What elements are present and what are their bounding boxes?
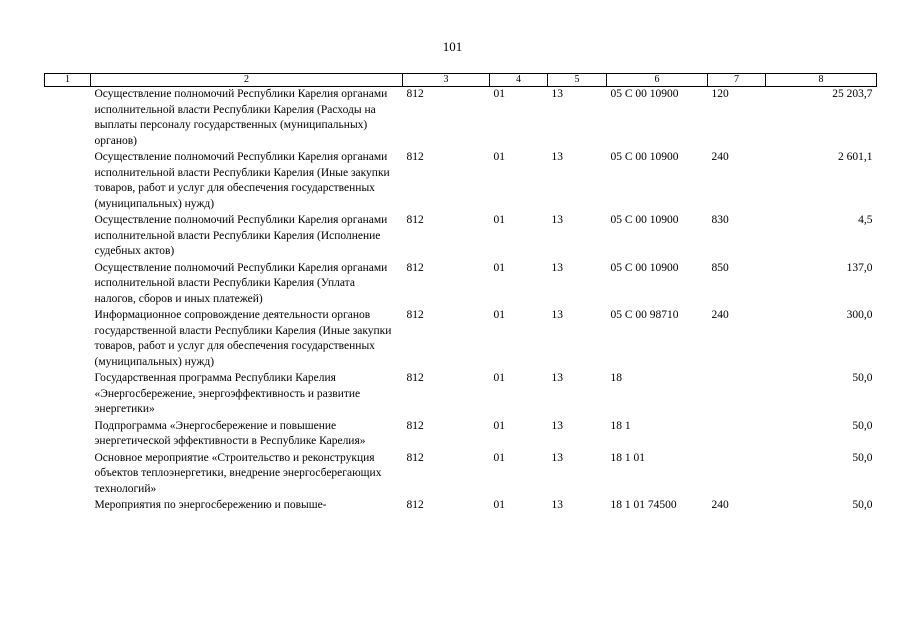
ministry-code: 812 bbox=[406, 88, 424, 100]
row-number-cell bbox=[45, 213, 91, 261]
expense-type-code bbox=[708, 371, 766, 419]
column-header-6: 6 bbox=[607, 74, 708, 87]
target-article-code: 05 С 00 98710 bbox=[610, 309, 679, 321]
table-row bbox=[45, 261, 877, 309]
table-row bbox=[45, 150, 877, 213]
row-number-cell bbox=[45, 87, 91, 151]
row-number-cell bbox=[45, 451, 91, 499]
expense-name: Осуществление полномочий Республики Карелия органами исполнительной власти Республики Карелия (Уплата налогов, сборов и иных платежей) bbox=[94, 261, 388, 305]
section-code: 01 bbox=[493, 261, 505, 274]
column-header-1: 1 bbox=[45, 74, 91, 87]
amount: 50,0 bbox=[852, 451, 873, 464]
ministry-code: 812 bbox=[406, 451, 424, 464]
amount: 50,0 bbox=[852, 499, 873, 511]
ministry-code: 812 bbox=[406, 419, 424, 432]
target-article-code: 18 1 bbox=[610, 419, 631, 432]
table-row bbox=[45, 498, 877, 515]
amount: 4,5 bbox=[858, 214, 873, 226]
table-row bbox=[45, 308, 877, 371]
column-header-5: 5 bbox=[548, 74, 607, 87]
amount: 25 203,7 bbox=[832, 88, 873, 100]
subsection-code: 13 bbox=[551, 151, 563, 163]
expense-type-code: 120 bbox=[711, 88, 729, 100]
column-header-3: 3 bbox=[403, 74, 490, 87]
table-row bbox=[45, 419, 877, 451]
ministry-code: 812 bbox=[406, 499, 424, 511]
table-row bbox=[45, 213, 877, 261]
section-code: 01 bbox=[493, 151, 505, 163]
ministry-code: 812 bbox=[406, 151, 424, 163]
target-article-code: 18 1 01 bbox=[610, 451, 645, 464]
subsection-code: 13 bbox=[551, 309, 563, 321]
section-code: 01 bbox=[493, 88, 505, 100]
expense-name: Основное мероприятие «Строительство и реконструкция объектов теплоэнергетики, внедрение энергосберегающих технологий» bbox=[94, 451, 382, 495]
column-header-7: 7 bbox=[708, 74, 766, 87]
section-code: 01 bbox=[493, 372, 505, 384]
subsection-code: 13 bbox=[551, 419, 563, 432]
expense-name: Информационное сопровождение деятельности органов государственной власти Республики Карелия (Иные закупки товаров, работ и услуг для обеспечения государственных (муниципальных) нужд) bbox=[94, 309, 392, 368]
expense-name: Подпрограмма «Энергосбережение и повышение энергетической эффективности в Республике Карелия» bbox=[94, 419, 366, 447]
section-code: 01 bbox=[493, 451, 505, 464]
table-header-row bbox=[45, 74, 877, 87]
row-number-cell bbox=[45, 150, 91, 213]
table-row bbox=[45, 87, 877, 151]
amount: 50,0 bbox=[852, 419, 873, 432]
expense-type-code: 240 bbox=[711, 151, 729, 163]
table-row bbox=[45, 451, 877, 499]
expense-type-code: 850 bbox=[711, 261, 729, 274]
expense-name: Осуществление полномочий Республики Карелия органами исполнительной власти Республики Карелия (Расходы на выплаты персоналу государственных (муниципальных) органов) bbox=[94, 88, 388, 147]
section-code: 01 bbox=[493, 309, 505, 321]
amount: 300,0 bbox=[846, 309, 873, 321]
subsection-code: 13 bbox=[551, 214, 563, 226]
target-article-code: 18 1 01 74500 bbox=[610, 499, 677, 511]
row-number-cell bbox=[45, 498, 91, 515]
column-header-4: 4 bbox=[490, 74, 548, 87]
expense-type-code bbox=[708, 419, 766, 451]
amount: 50,0 bbox=[852, 372, 873, 384]
target-article-code: 05 С 00 10900 bbox=[610, 214, 679, 226]
section-code: 01 bbox=[493, 499, 505, 511]
ministry-code: 812 bbox=[406, 214, 424, 226]
target-article-code: 05 С 00 10900 bbox=[610, 88, 679, 100]
expense-name: Осуществление полномочий Республики Карелия органами исполнительной власти Республики Карелия (Иные закупки товаров, работ и услуг для обеспечения государственных (муниципальных) нужд) bbox=[94, 151, 390, 210]
row-number-cell bbox=[45, 308, 91, 371]
expense-type-code: 240 bbox=[711, 309, 729, 321]
subsection-code: 13 bbox=[551, 499, 563, 511]
expense-type-code bbox=[708, 451, 766, 499]
amount: 137,0 bbox=[846, 261, 873, 274]
expense-type-code: 240 bbox=[711, 499, 729, 511]
subsection-code: 13 bbox=[551, 372, 563, 384]
target-article-code: 05 С 00 10900 bbox=[610, 261, 679, 274]
budget-table bbox=[44, 73, 877, 515]
table-row bbox=[45, 371, 877, 419]
expense-name: Мероприятия по энергосбережению и повыше- bbox=[94, 499, 327, 511]
target-article-code: 18 bbox=[610, 372, 622, 384]
section-code: 01 bbox=[493, 419, 505, 432]
row-number-cell bbox=[45, 419, 91, 451]
row-number-cell bbox=[45, 371, 91, 419]
ministry-code: 812 bbox=[406, 309, 424, 321]
row-number-cell bbox=[45, 261, 91, 309]
column-header-8: 8 bbox=[766, 74, 877, 87]
expense-type-code: 830 bbox=[711, 214, 729, 226]
expense-name: Осуществление полномочий Республики Карелия органами исполнительной власти Республики Карелия (Исполнение судебных актов) bbox=[94, 214, 388, 257]
ministry-code: 812 bbox=[406, 372, 424, 384]
subsection-code: 13 bbox=[551, 261, 563, 274]
column-header-2: 2 bbox=[91, 74, 403, 87]
section-code: 01 bbox=[493, 214, 505, 226]
ministry-code: 812 bbox=[406, 261, 424, 274]
page-number: 101 bbox=[442, 39, 463, 54]
target-article-code: 05 С 00 10900 bbox=[610, 151, 679, 163]
subsection-code: 13 bbox=[551, 88, 563, 100]
amount: 2 601,1 bbox=[838, 151, 873, 163]
expense-name: Государственная программа Республики Карелия «Энергосбережение, энергоэффективность и развитие энергетики» bbox=[94, 372, 361, 415]
subsection-code: 13 bbox=[551, 451, 563, 464]
